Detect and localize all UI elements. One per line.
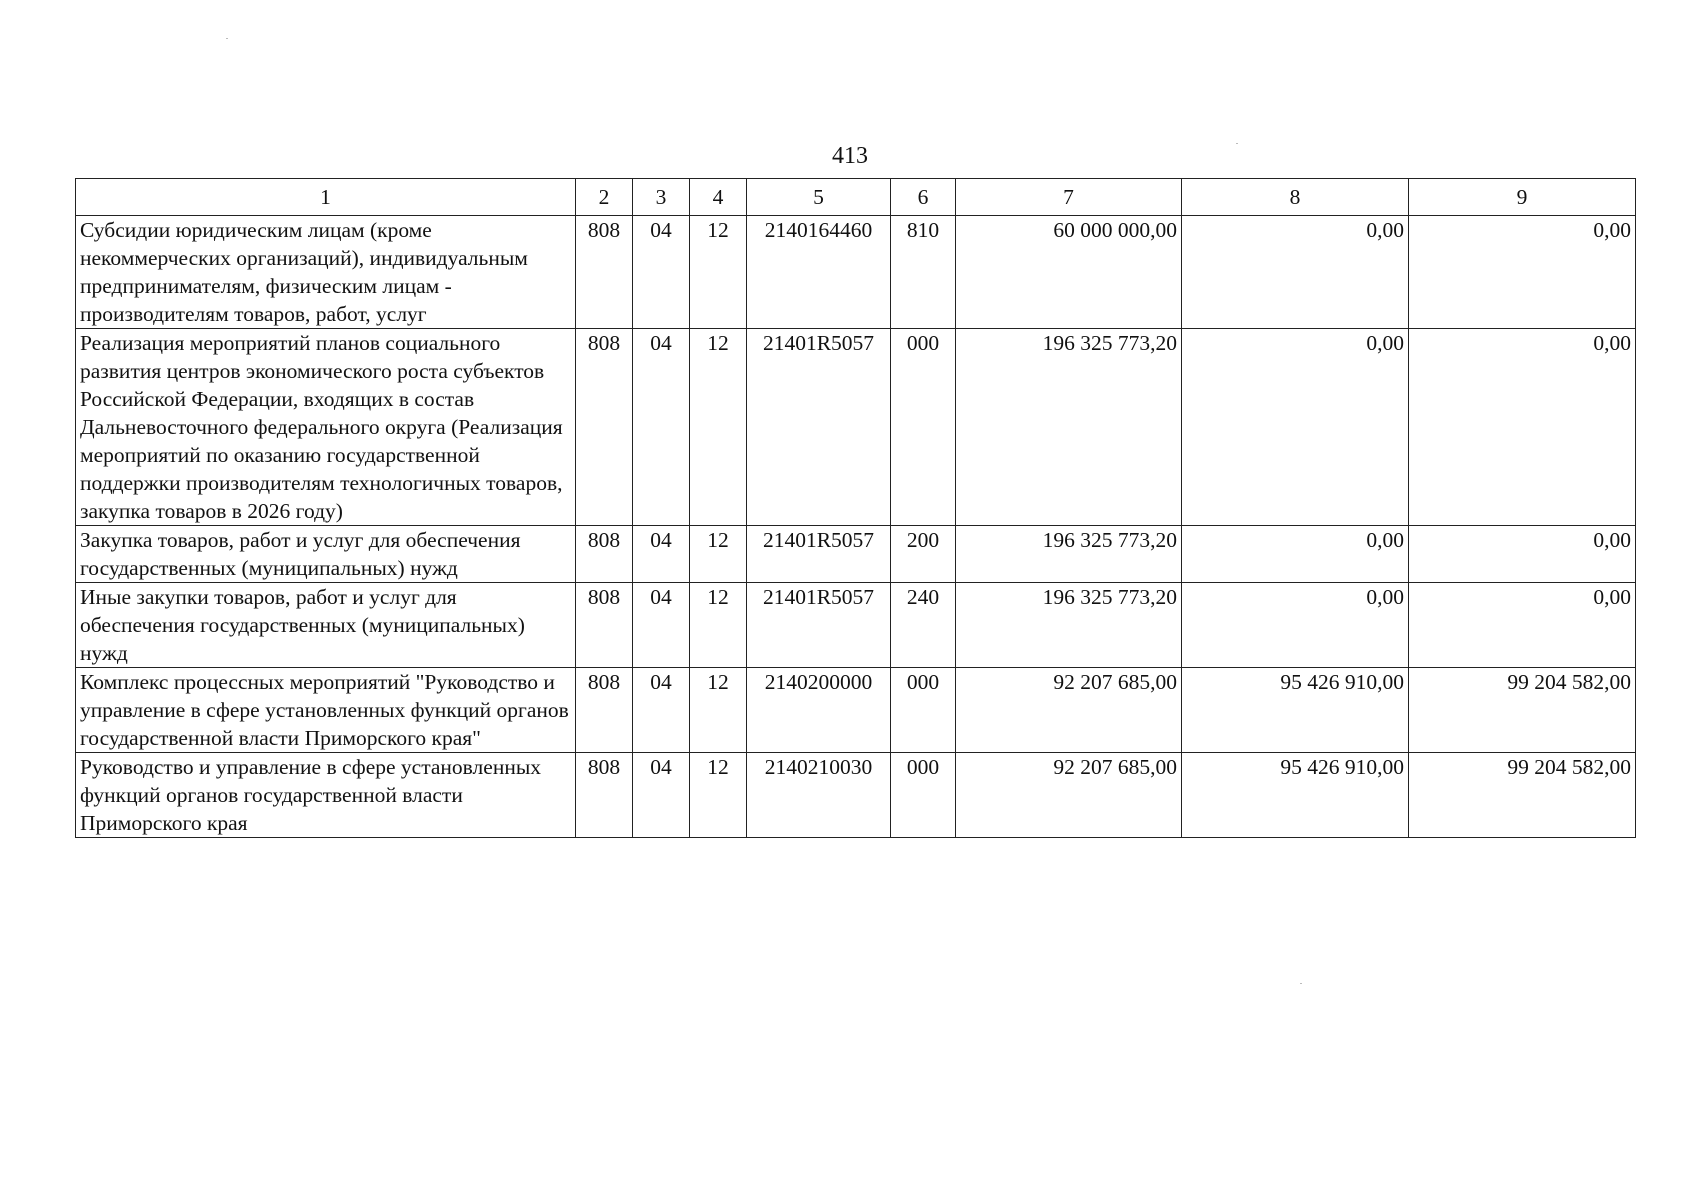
row-amount-col-8: 0,00 xyxy=(1182,216,1409,329)
row-name: Руководство и управление в сфере установленных функций органов государственной власти Приморского края xyxy=(76,753,576,838)
row-subsection-code: 12 xyxy=(690,329,747,526)
table-row xyxy=(76,753,1636,838)
row-name: Реализация мероприятий планов социального развития центров экономического роста субъектов Российской Федерации, входящих в состав Дальневосточного федерального округа (Реализация мероприятий по оказанию государственной поддержки производителям технологичных товаров, закупка товаров в 2026 году) xyxy=(76,329,576,526)
row-target-article: 21401R5057 xyxy=(747,526,891,583)
table-header xyxy=(76,179,1636,216)
table-row xyxy=(76,329,1636,526)
row-section-code: 04 xyxy=(633,583,690,668)
row-expense-type: 000 xyxy=(891,753,956,838)
row-amount-col-7: 196 325 773,20 xyxy=(956,583,1182,668)
header-row xyxy=(76,179,1636,216)
header-col-1: 1 xyxy=(76,179,576,216)
row-target-article: 2140210030 xyxy=(747,753,891,838)
row-amount-col-8: 0,00 xyxy=(1182,583,1409,668)
scan-speck xyxy=(1236,143,1238,144)
row-section-code: 04 xyxy=(633,216,690,329)
row-ministry-code: 808 xyxy=(576,329,633,526)
header-col-8: 8 xyxy=(1182,179,1409,216)
row-amount-col-9: 99 204 582,00 xyxy=(1409,753,1636,838)
row-amount-col-7: 92 207 685,00 xyxy=(956,668,1182,753)
row-expense-type: 240 xyxy=(891,583,956,668)
row-ministry-code: 808 xyxy=(576,526,633,583)
row-amount-col-7: 60 000 000,00 xyxy=(956,216,1182,329)
row-target-article: 2140164460 xyxy=(747,216,891,329)
row-amount-col-9: 0,00 xyxy=(1409,329,1636,526)
row-amount-col-9: 99 204 582,00 xyxy=(1409,668,1636,753)
row-ministry-code: 808 xyxy=(576,753,633,838)
table-row xyxy=(76,216,1636,329)
row-name: Комплекс процессных мероприятий "Руководство и управление в сфере установленных функций органов государственной власти Приморского края" xyxy=(76,668,576,753)
row-section-code: 04 xyxy=(633,526,690,583)
table-row xyxy=(76,668,1636,753)
row-target-article: 21401R5057 xyxy=(747,583,891,668)
row-subsection-code: 12 xyxy=(690,753,747,838)
row-subsection-code: 12 xyxy=(690,526,747,583)
row-ministry-code: 808 xyxy=(576,668,633,753)
row-ministry-code: 808 xyxy=(576,216,633,329)
row-amount-col-8: 95 426 910,00 xyxy=(1182,668,1409,753)
row-expense-type: 200 xyxy=(891,526,956,583)
row-section-code: 04 xyxy=(633,753,690,838)
budget-table xyxy=(75,178,1636,838)
row-amount-col-9: 0,00 xyxy=(1409,526,1636,583)
row-name: Закупка товаров, работ и услуг для обеспечения государственных (муниципальных) нужд xyxy=(76,526,576,583)
row-target-article: 21401R5057 xyxy=(747,329,891,526)
header-col-3: 3 xyxy=(633,179,690,216)
row-expense-type: 810 xyxy=(891,216,956,329)
row-section-code: 04 xyxy=(633,668,690,753)
row-amount-col-9: 0,00 xyxy=(1409,583,1636,668)
header-col-2: 2 xyxy=(576,179,633,216)
row-ministry-code: 808 xyxy=(576,583,633,668)
header-col-7: 7 xyxy=(956,179,1182,216)
row-amount-col-7: 92 207 685,00 xyxy=(956,753,1182,838)
row-amount-col-9: 0,00 xyxy=(1409,216,1636,329)
row-name: Иные закупки товаров, работ и услуг для обеспечения государственных (муниципальных) нужд xyxy=(76,583,576,668)
table-row xyxy=(76,583,1636,668)
table-row xyxy=(76,526,1636,583)
page-number: 413 xyxy=(832,143,868,169)
header-col-4: 4 xyxy=(690,179,747,216)
row-expense-type: 000 xyxy=(891,329,956,526)
table-body xyxy=(76,216,1636,838)
row-subsection-code: 12 xyxy=(690,668,747,753)
scan-speck xyxy=(1300,983,1302,984)
header-col-6: 6 xyxy=(891,179,956,216)
row-amount-col-8: 0,00 xyxy=(1182,329,1409,526)
header-col-9: 9 xyxy=(1409,179,1636,216)
row-subsection-code: 12 xyxy=(690,583,747,668)
row-target-article: 2140200000 xyxy=(747,668,891,753)
header-col-5: 5 xyxy=(747,179,891,216)
row-amount-col-7: 196 325 773,20 xyxy=(956,526,1182,583)
row-name: Субсидии юридическим лицам (кроме некоммерческих организаций), индивидуальным предпринимателям, физическим лицам - производителям товаров, работ, услуг xyxy=(76,216,576,329)
row-section-code: 04 xyxy=(633,329,690,526)
row-expense-type: 000 xyxy=(891,668,956,753)
scan-speck xyxy=(226,38,228,39)
row-subsection-code: 12 xyxy=(690,216,747,329)
row-amount-col-8: 95 426 910,00 xyxy=(1182,753,1409,838)
row-amount-col-8: 0,00 xyxy=(1182,526,1409,583)
row-amount-col-7: 196 325 773,20 xyxy=(956,329,1182,526)
